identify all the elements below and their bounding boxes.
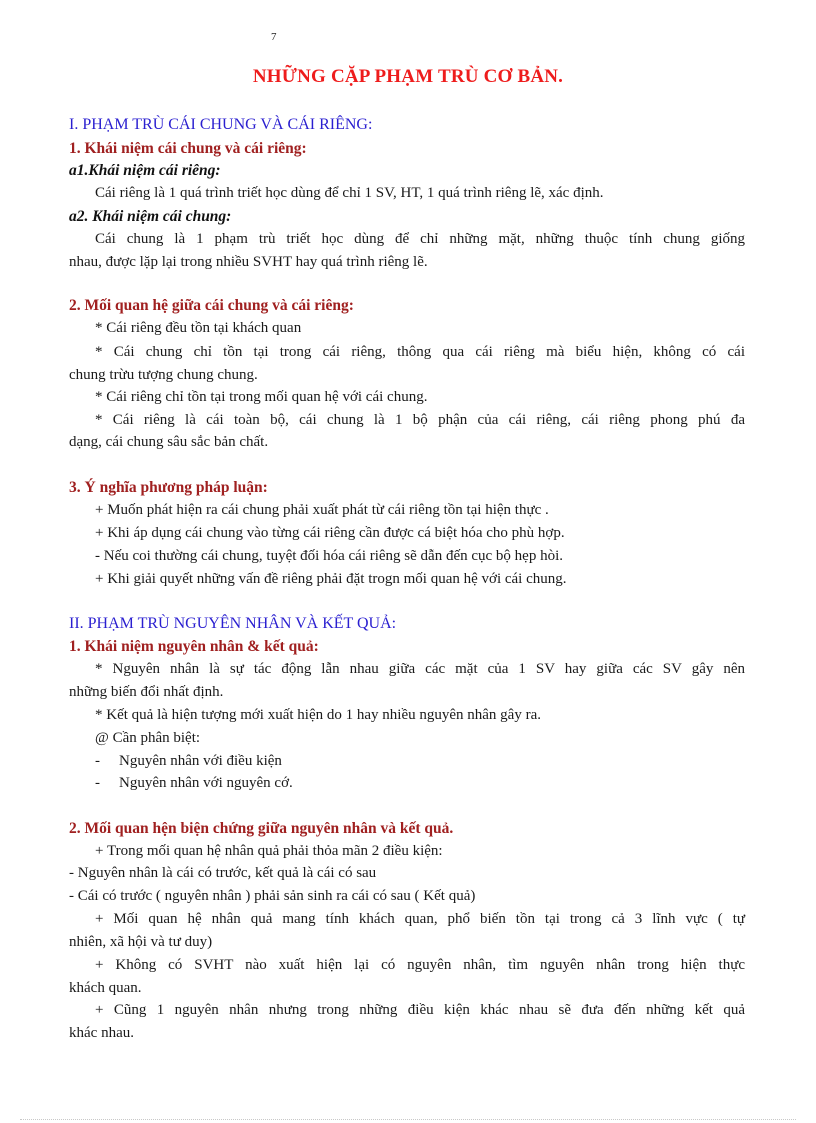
paragraph-line: nhiên, xã hội và tư duy) [69, 934, 213, 950]
section-heading-1: I. PHẠM TRÙ CÁI CHUNG VÀ CÁI RIÊNG: [69, 116, 373, 133]
subheading-a1: a1.Khái niệm cái riêng: [69, 162, 221, 179]
page-title: NHỮNG CẶP PHẠM TRÙ CƠ BẢN. [252, 66, 564, 87]
section-heading-2: II. PHẠM TRÙ NGUYÊN NHÂN VÀ KẾT QUẢ: [69, 615, 397, 632]
paragraph-line: * Nguyên nhân là sự tác động lẫn nhau giữa các mặt của 1 SV hay giữa các SV gây nên [95, 661, 745, 677]
paragraph-line: khách quan. [69, 980, 142, 996]
paragraph-line: * Kết quả là hiện tượng mới xuất hiện do 1 hay nhiều nguyên nhân gây ra. [95, 707, 541, 723]
paragraph-line: nhau, được lặp lại trong nhiều SVHT hay quá trình riêng lẽ. [69, 254, 428, 270]
paragraph-line: * Cái chung chỉ tồn tại trong cái riêng, thông qua cái riêng mà biểu hiện, không có cái [95, 344, 745, 360]
page-footer-divider [20, 1119, 796, 1120]
paragraph-line: + Khi áp dụng cái chung vào từng cái riêng cần được cá biệt hóa cho phù hợp. [95, 525, 565, 541]
page-number: 7 [271, 31, 277, 43]
list-dash: - [95, 753, 100, 769]
paragraph-line: - Nếu coi thường cái chung, tuyệt đối hóa cái riêng sẽ dẫn đến cục bộ hẹp hòi. [95, 548, 564, 564]
paragraph-line: + Cũng 1 nguyên nhân nhưng trong những điều kiện khác nhau sẽ đưa đến những kết quả [95, 1002, 745, 1018]
subheading-cause-effect: 1. Khái niệm nguyên nhân & kết quả: [69, 638, 319, 655]
paragraph-line: + Khi giải quyết những vấn đề riêng phải đặt trogn mối quan hệ với cái chung. [95, 571, 567, 587]
paragraph-line: + Muốn phát hiện ra cái chung phải xuất phát từ cái riêng tồn tại hiện thực . [95, 502, 549, 518]
paragraph-line: chung trừu tượng chung chung. [69, 367, 258, 383]
paragraph-line: - Cái có trước ( nguyên nhân ) phải sản sinh ra cái có sau ( Kết quả) [69, 888, 476, 904]
paragraph-line: những biến đổi nhất định. [69, 684, 224, 700]
subheading-a2: a2. Khái niệm cái chung: [69, 208, 232, 225]
paragraph-line: * Cái riêng đều tồn tại khách quan [95, 320, 302, 336]
subheading-methodology: 3. Ý nghĩa phương pháp luận: [69, 479, 268, 496]
paragraph-line: + Không có SVHT nào xuất hiện lại có nguyên nhân, tìm nguyên nhân trong hiện thực [95, 957, 745, 973]
subheading-relationship: 2. Mối quan hệ giữa cái chung và cái riêng: [69, 297, 354, 314]
paragraph-line: + Trong mối quan hệ nhân quả phải thỏa mãn 2 điều kiện: [95, 843, 443, 859]
paragraph-line: * Cái riêng là cái toàn bộ, cái chung là 1 bộ phận của cái riêng, cái riêng phong phú đa [95, 412, 745, 428]
subheading-dialectical: 2. Mối quan hện biện chứng giữa nguyên nhân và kết quả. [69, 820, 454, 837]
paragraph-line: * Cái riêng chỉ tồn tại trong mối quan hệ với cái chung. [95, 389, 428, 405]
paragraph-line: - Nguyên nhân là cái có trước, kết quả là cái có sau [69, 865, 377, 881]
paragraph-line: khác nhau. [69, 1025, 134, 1041]
subheading-concept: 1. Khái niệm cái chung và cái riêng: [69, 140, 307, 157]
paragraph-line: Cái chung là 1 phạm trù triết học dùng để chỉ những mặt, những thuộc tính chung giống [95, 231, 745, 247]
paragraph-line: dạng, cái chung sâu sắc bản chất. [69, 434, 269, 450]
list-item: Nguyên nhân với điều kiện [119, 753, 282, 769]
list-item: Nguyên nhân với nguyên cớ. [119, 775, 293, 791]
list-dash: - [95, 775, 100, 791]
paragraph-line: @ Cần phân biệt: [95, 730, 201, 746]
paragraph-line: Cái riêng là 1 quá trình triết học dùng để chỉ 1 SV, HT, 1 quá trình riêng lẽ, xác định. [95, 185, 604, 201]
paragraph-line: + Mối quan hệ nhân quả mang tính khách quan, phổ biến tồn tại trong cả 3 lĩnh vực ( tự [95, 911, 745, 927]
